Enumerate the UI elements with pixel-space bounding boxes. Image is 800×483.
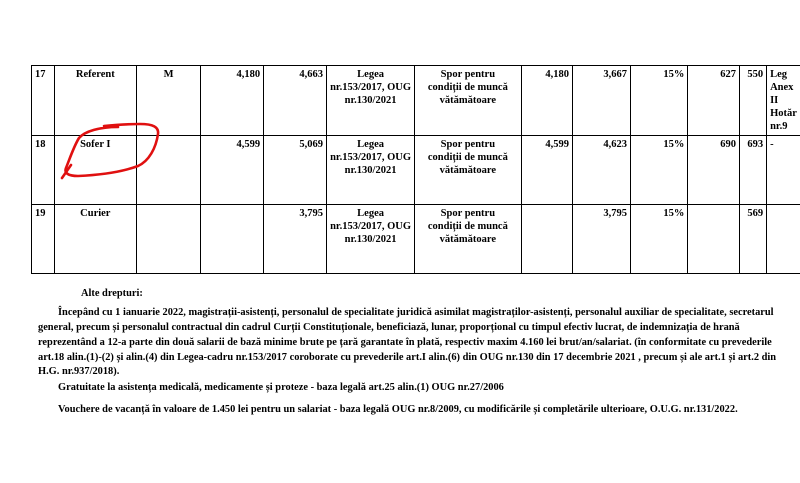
value-3: 4,599	[545, 139, 569, 150]
value-4: 3,667	[603, 69, 627, 80]
cut-off-column-line: -	[770, 139, 774, 150]
paragraph-vouchers: Vouchere de vacanță în valoare de 1.450 lei pentru un salariat - baza legală OUG nr.8/2009, cu modificările și completările ulterioare, O.U.G. nr.131/2022.	[58, 404, 738, 415]
row-number: 19	[35, 208, 46, 219]
value-6: 550	[747, 69, 764, 80]
bonus-type-line: vătămătoare	[439, 234, 497, 245]
notes-heading: Alte drepturi:	[81, 288, 143, 299]
legal-basis-line: nr.153/2017, OUG	[330, 82, 412, 93]
paragraph-meal-allowance-line5: H.G. nr.937/2018).	[38, 366, 120, 377]
legal-basis-line: Legea	[357, 139, 384, 150]
bonus-type-line: condiții de muncă	[427, 221, 508, 232]
bonus-type-line: vătămătoare	[439, 95, 497, 106]
value-5: 627	[720, 69, 737, 80]
paragraph-medical: Gratuitate la asistența medicală, medicamente și proteze - baza legală art.25 alin.(1) OUG nr.27/2006	[58, 382, 504, 393]
bonus-type-line: condiții de muncă	[427, 152, 508, 163]
bonus-type-line: Spor pentru	[440, 69, 496, 80]
value-6: 693	[747, 139, 764, 150]
value-5: 690	[720, 139, 737, 150]
cut-off-column-line: Anex	[770, 82, 794, 93]
paragraph-meal-allowance-line4: art.18 alin.(1)-(2) și alin.(4) din Legea-cadru nr.153/2017 coroborate cu prevederile art.I alin.(6) din OUG nr.130 din 17 decembrie 2021 , precum și ale art.1 și art.2 din	[38, 352, 777, 363]
value-1: 4,180	[236, 69, 261, 80]
cut-off-column-line: nr.9	[770, 121, 788, 132]
legal-basis-line: nr.153/2017, OUG	[330, 221, 412, 232]
studies: M	[163, 69, 174, 80]
bonus-percent: 15%	[663, 208, 685, 219]
legal-basis-line: nr.153/2017, OUG	[330, 152, 412, 163]
value-1: 4,599	[236, 139, 261, 150]
bonus-type-line: vătămătoare	[439, 165, 497, 176]
bonus-type-line: condiții de muncă	[427, 82, 508, 93]
cut-off-column-line: II	[770, 95, 779, 106]
value-2: 3,795	[299, 208, 324, 219]
legal-basis-line: nr.130/2021	[344, 234, 397, 245]
job-title: Sofer I	[80, 139, 111, 150]
row-number: 17	[35, 69, 46, 80]
cut-off-column-line: Leg	[770, 69, 787, 80]
legal-basis-line: Legea	[357, 208, 384, 219]
bonus-percent: 15%	[663, 139, 685, 150]
legal-basis-line: nr.130/2021	[344, 165, 397, 176]
bonus-type-line: Spor pentru	[440, 139, 496, 150]
value-3: 4,180	[545, 69, 569, 80]
legal-basis-line: nr.130/2021	[344, 95, 397, 106]
job-title: Referent	[75, 69, 115, 80]
row-number: 18	[35, 139, 46, 150]
paragraph-meal-allowance-line3: reprezentând a 12-a parte din două salarii de bază minime brute pe țară garantate în plată, respectiv maxim 4.160 lei brut/an/salariat. (în conformitate cu prevederile	[38, 337, 772, 348]
legal-basis-line: Legea	[357, 69, 384, 80]
value-6: 569	[747, 208, 764, 219]
value-4: 3,795	[603, 208, 627, 219]
bonus-percent: 15%	[663, 69, 685, 80]
value-2: 5,069	[299, 139, 324, 150]
paragraph-meal-allowance-line2: general, precum și personalul contractual din cadrul Curții Constituționale, beneficiază, lunar, proporțional cu timpul efectiv lucrat, de indemnizația de hrană	[38, 322, 740, 333]
bonus-type-line: Spor pentru	[440, 208, 496, 219]
cut-off-column-line: Hotăr	[770, 108, 797, 119]
paragraph-meal-allowance-line1: Începând cu 1 ianuarie 2022, magistrații-asistenți, personalul de specialitate juridică asimilat magistraților-asistenți, personalul auxiliar de specialitate, secretarul	[58, 307, 774, 318]
job-title: Curier	[80, 208, 111, 219]
value-4: 4,623	[603, 139, 627, 150]
value-2: 4,663	[299, 69, 324, 80]
